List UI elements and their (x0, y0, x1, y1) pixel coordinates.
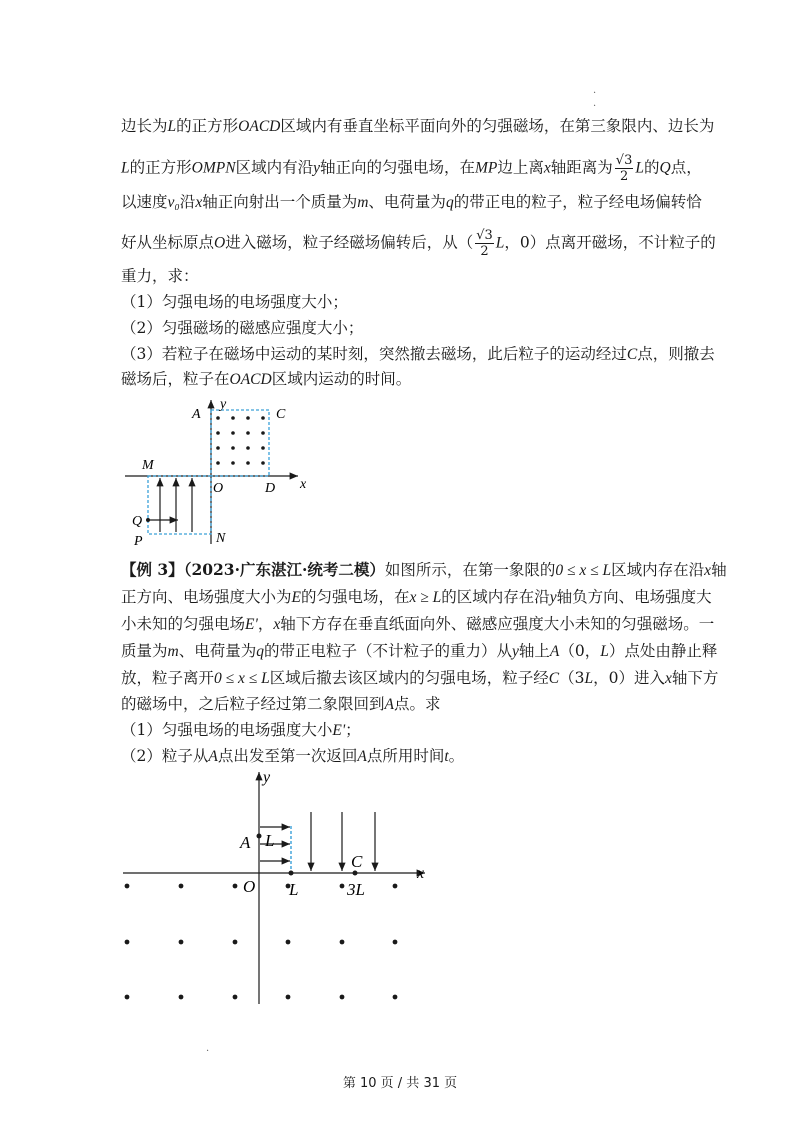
label-y: y (220, 397, 227, 412)
problem3-question1: （1）匀强电场的电场强度大小E'； (121, 721, 361, 739)
problem2-question2: （2）匀强磁场的磁感应强度大小； (121, 319, 364, 337)
magnetic-field-dots (216, 416, 265, 465)
label-C: C (351, 852, 363, 871)
source-tag: （2023·广东湛江·统考二模） (183, 560, 385, 579)
label-M: M (142, 458, 154, 473)
problem2-question3-line2: 磁场后，粒子在OACD区域内运动的时间。 (121, 370, 412, 388)
problem2-line5: 重力，求： (121, 267, 199, 285)
problem2-question1: （1）匀强电场的电场强度大小； (121, 293, 348, 311)
problem2-line2: L的正方形OMPN区域内有沿y轴正向的匀强电场，在MP边上离x轴距离为 $\frac{√3}{2}$ L的Q点， (121, 153, 702, 184)
problem2-line3: 以速度v₀沿x轴正向射出一个质量为m、电荷量为q的带正电的粒子，粒子经电场偏转恰 (121, 193, 702, 211)
page-footer: 第 10 页 / 共 31 页 (342, 1076, 458, 1091)
label-C: C (276, 407, 286, 422)
field-E-prime-arrows (311, 812, 375, 871)
fraction-sqrt3-over-2: $\frac{√3}{2}$ (476, 228, 493, 259)
square-OACD (211, 410, 269, 476)
problem3-question2: （2）粒子从A点出发至第一次返回A点所用时间t。 (121, 747, 465, 765)
scan-dot: · (593, 88, 597, 99)
label-N: N (216, 531, 226, 546)
label-O: O (213, 481, 224, 496)
scan-dot: · (206, 1046, 210, 1057)
point-C (353, 871, 358, 876)
problem3-line6: 的磁场中，之后粒子经过第二象限回到A点。求 (121, 695, 441, 713)
problem3-line3: 小未知的匀强电场E'，x轴下方存在垂直纸面向外、磁感应强度大小未知的匀强磁场。一 (121, 615, 715, 633)
electric-field-arrows (160, 478, 192, 532)
label-x: x (300, 477, 307, 492)
scan-dot: · (593, 101, 597, 112)
label-A: A (240, 833, 251, 852)
example-tag: 【例 3】 (121, 560, 184, 579)
fraction-sqrt3-over-2: $\frac{√3}{2}$ (615, 153, 633, 184)
problem2-line4: 好从坐标原点O进入磁场，粒子经磁场偏转后，从（ $\frac{√3}{2}$ L，0）点离开磁场，不计粒子的 (121, 228, 716, 259)
label-L-tick: L (289, 880, 299, 899)
problem3-line5: 放，粒子离开0 ≤ x ≤ L区域后撤去该区域内的匀强电场，粒子经C（3L，0）进入x轴下方 (121, 669, 719, 687)
label-O: O (243, 877, 256, 896)
label-P: P (134, 534, 143, 548)
problem2-line1: 边长为L的正方形OACD区域内有垂直坐标平面向外的匀强磁场，在第三象限内、边长为 (121, 117, 715, 135)
problem2-question3-line1: （3）若粒子在磁场中运动的某时刻，突然撤去磁场，此后粒子的运动经过C点，则撤去 (121, 345, 715, 363)
point-Q (146, 518, 150, 522)
label-x: x (417, 865, 425, 882)
magnetic-field-dots (125, 884, 398, 1000)
label-Q: Q (132, 514, 143, 529)
point-A (257, 834, 262, 839)
problem3-line4: 质量为m、电荷量为q的带正电粒子（不计粒子的重力）从y轴上A（0，L）点处由静止释 (121, 642, 718, 660)
label-3L: 3L (347, 880, 365, 899)
figure-2-field-diagram (115, 768, 435, 1008)
problem3-line1: 【例 3】（2023·广东湛江·统考二模）如图所示，在第一象限的0 ≤ x ≤ L区域内存在沿x轴 (121, 560, 727, 579)
label-A: A (192, 407, 201, 422)
square-OMPN (148, 476, 211, 534)
label-y: y (263, 769, 271, 786)
label-L-distance: L (265, 831, 275, 850)
label-D: D (265, 481, 276, 496)
figure-1-field-diagram (120, 394, 320, 548)
problem3-line2: 正方向、电场强度大小为E的匀强电场，在x ≥ L的区域内存在沿y轴负方向、电场强度大 (121, 588, 712, 606)
point-L (289, 871, 294, 876)
